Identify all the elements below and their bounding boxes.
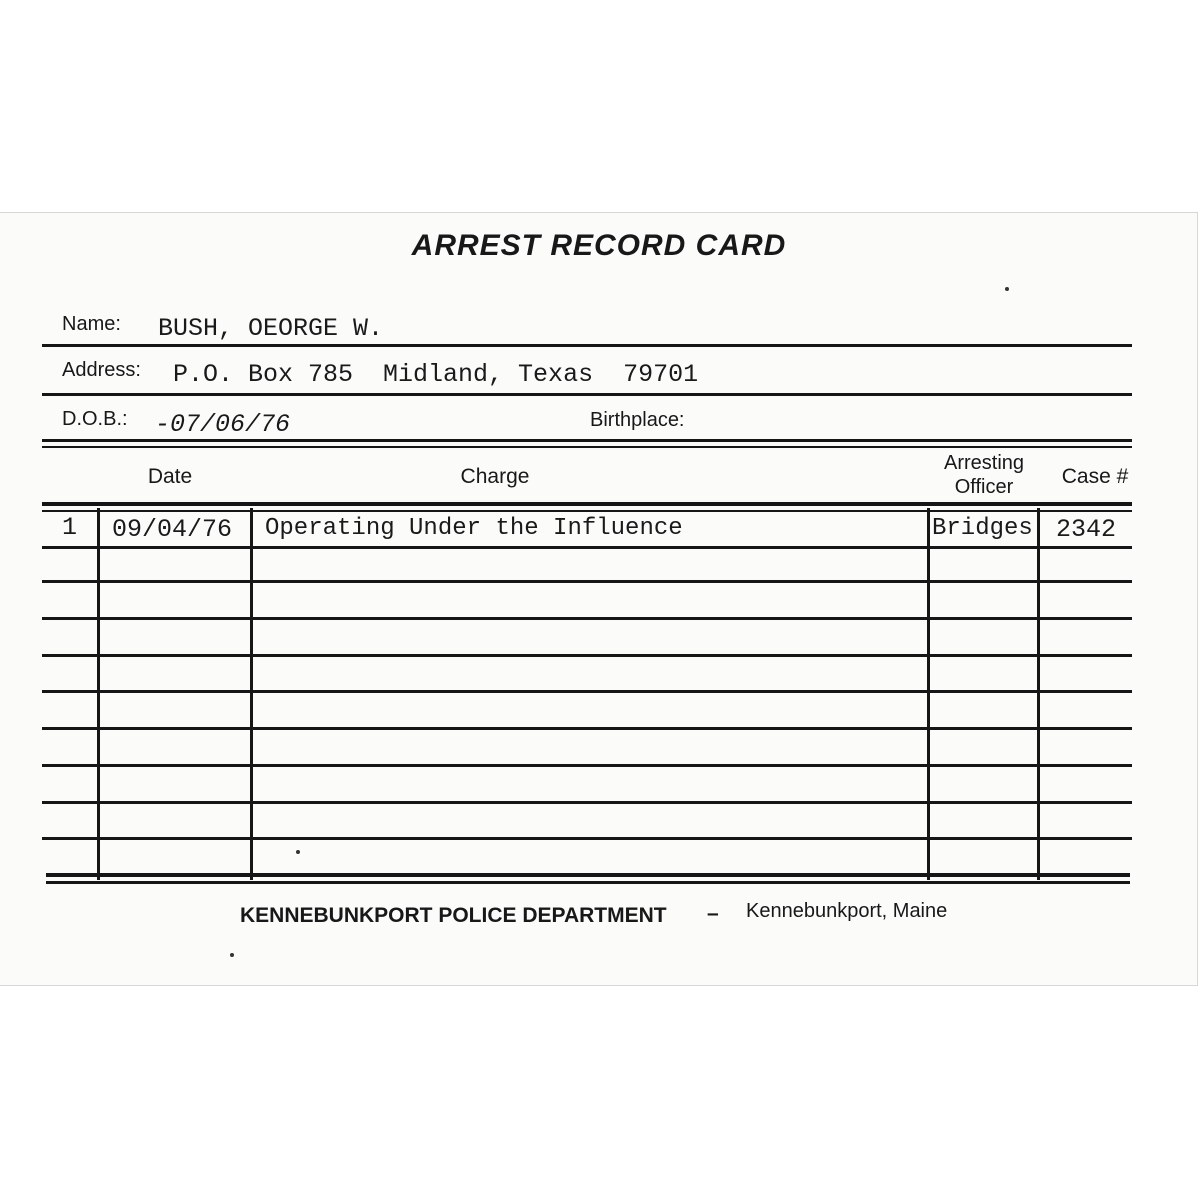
table-bottom-rule-inner (46, 881, 1130, 884)
address-rule (42, 393, 1132, 396)
address-value: P.O. Box 785 Midland, Texas 79701 (173, 360, 699, 389)
row-rule-2 (42, 580, 1132, 583)
row-rule-9 (42, 837, 1132, 840)
officer-header-line1: Arresting (943, 452, 1025, 474)
case-header: Case # (1061, 465, 1129, 488)
dob-value: -07/06/76 (155, 410, 291, 439)
header-rule (42, 502, 1132, 506)
column-divider-officer (927, 508, 930, 880)
name-rule (42, 344, 1132, 347)
row-1-charge: Operating Under the Influence (265, 515, 683, 542)
row-rule-8 (42, 801, 1132, 804)
row-1-case: 2342 (1056, 515, 1117, 544)
dob-label: D.O.B.: (62, 408, 128, 430)
row-rule-3 (42, 617, 1132, 620)
row-1-officer: Bridges (932, 515, 1033, 542)
address-label: Address: (62, 359, 141, 381)
row-rule-4 (42, 654, 1132, 657)
header-rule-inner (42, 510, 1132, 512)
date-header: Date (147, 465, 193, 488)
birthplace-label: Birthplace: (590, 409, 685, 431)
row-rule-7 (42, 764, 1132, 767)
footer-location: Kennebunkport, Maine (746, 900, 948, 922)
row-rule-1 (42, 546, 1132, 549)
row-rule-5 (42, 690, 1132, 693)
row-rule-6 (42, 727, 1132, 730)
ink-speck (230, 953, 234, 957)
table-top-rule-inner (42, 446, 1132, 448)
column-divider-charge (250, 508, 253, 880)
table-bottom-rule (46, 873, 1130, 877)
row-1-date: 09/04/76 (112, 515, 233, 544)
name-label: Name: (62, 313, 121, 335)
row-1-number: 1 (62, 513, 78, 542)
column-divider-date (97, 508, 100, 880)
card-title: ARREST RECORD CARD (411, 229, 787, 262)
ink-speck (296, 850, 300, 854)
footer-department: KENNEBUNKPORT POLICE DEPARTMENT (240, 904, 667, 927)
ink-speck (1005, 287, 1009, 291)
name-value: BUSH, OEORGE W. (158, 314, 384, 343)
charge-header: Charge (460, 465, 530, 488)
footer-separator: – (707, 902, 719, 925)
arrest-record-card (0, 212, 1198, 986)
officer-header-line2: Officer (954, 476, 1014, 498)
table-top-rule (42, 439, 1132, 442)
column-divider-case (1037, 508, 1040, 880)
